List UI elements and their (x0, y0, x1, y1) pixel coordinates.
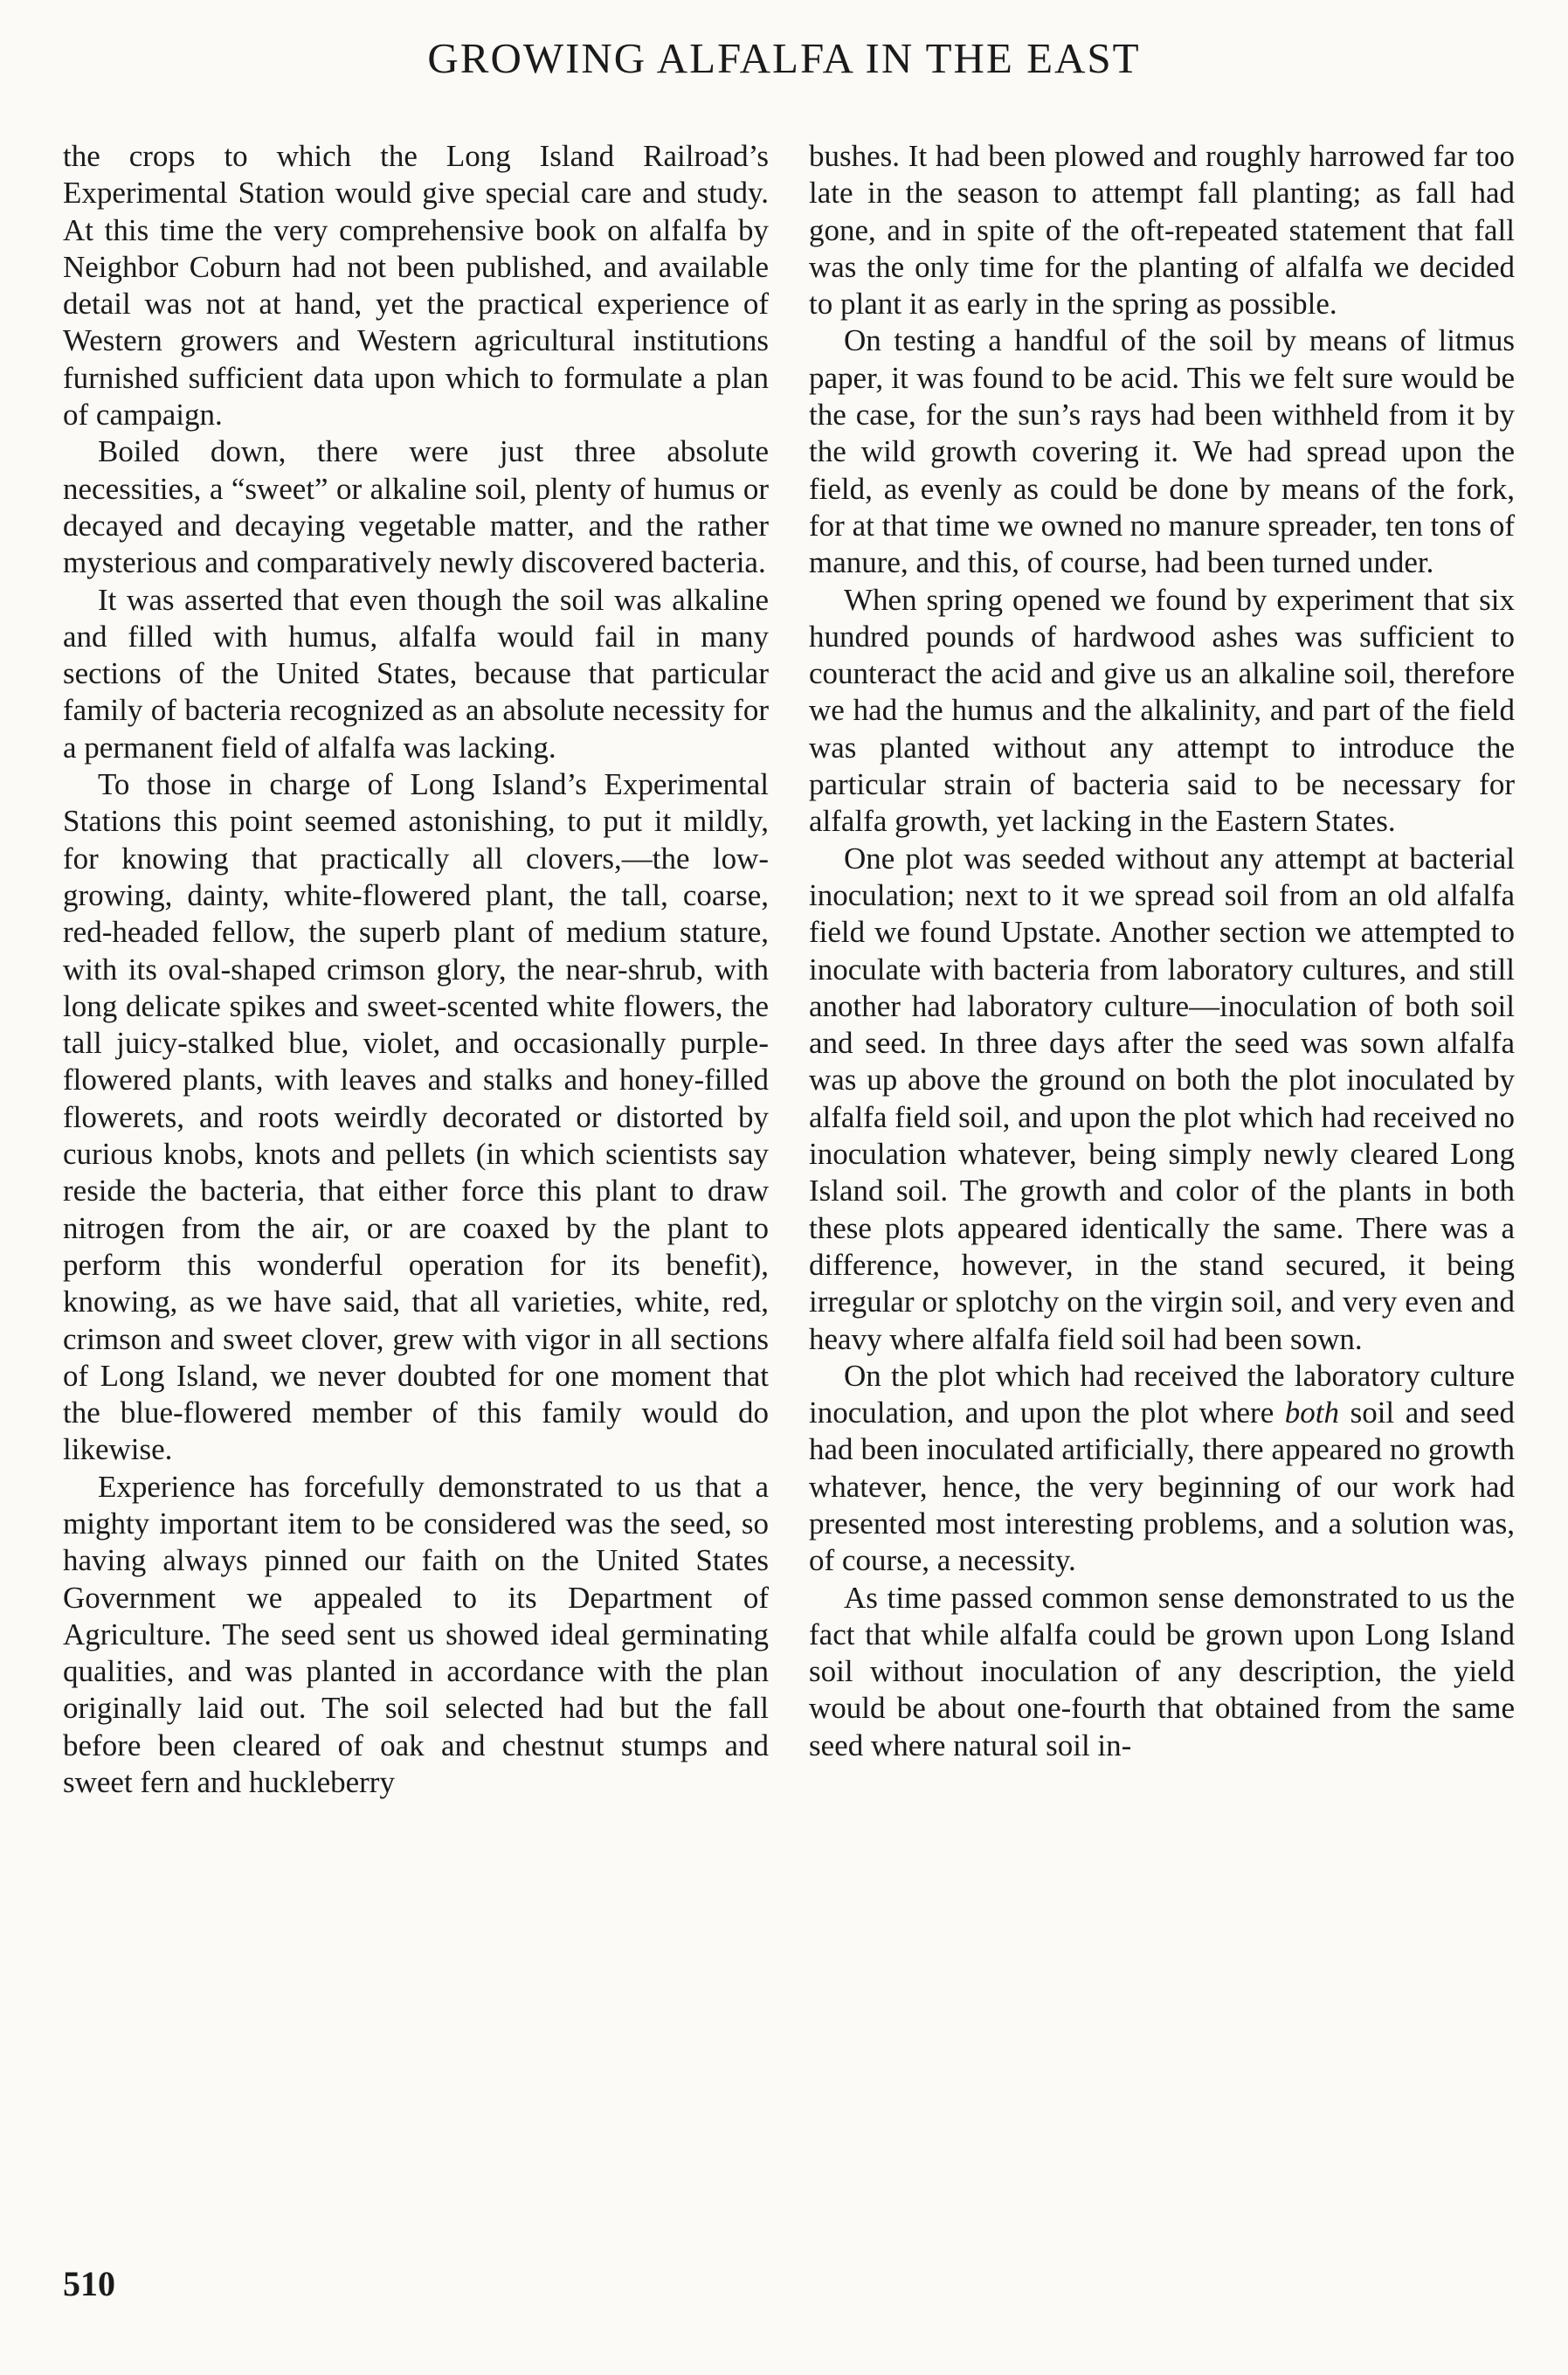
paragraph: To those in charge of Long Island’s Experimental Stations this point seemed astonishing, to put it mildly, for knowing that practically all clovers,—the low-growing, dainty, white-flowered plant, the tall, coarse, red-headed fellow, the superb plant of medium stature, with its oval-shaped crimson glory, the near-shrub, with long delicate spikes and sweet-scented white flowers, the tall juicy-stalked blue, violet, and occasionally purple-flowered plants, with leaves and stalks and honey-filled flowerets, and roots weirdly decorated or distorted by curious knobs, knots and pellets (in which scientists say reside the bacteria, that either force this plant to draw nitrogen from the air, or are coaxed by the plant to perform this wonderful operation for its benefit), knowing, as we have said, that all varieties, white, red, crimson and sweet clover, grew with vigor in all sections of Long Island, we never doubted for one moment that the blue-flowered member of this family would do likewise. (63, 767, 769, 1467)
paragraph: the crops to which the Long Island Railroad’s Experimental Station would give special care and study. At this time the very comprehensive book on alfalfa by Neighbor Coburn had not been published, and available detail was not at hand, yet the practical experience of Western growers and Western agricultural institutions furnished sufficient data upon which to formulate a plan of campaign. (63, 139, 769, 433)
paragraph: Experience has forcefully demonstrated to us that a mighty important item to be considered was the seed, so having always pinned our faith on the United States Government we appealed to its Department of Agriculture. The seed sent us showed ideal germinating qualities, and was planted in accordance with the plan originally laid out. The soil selected had but the fall before been cleared of oak and chestnut stumps and sweet fern and huckleberry (63, 1469, 769, 1800)
paragraph: One plot was seeded without any attempt at bacterial inoculation; next to it we spread soil from an old alfalfa field we found Upstate. Another section we attempted to inoculate with bacteria from laboratory cultures, and still another had laboratory culture—inoculation of both soil and seed. In three days after the seed was sown alfalfa was up above the ground on both the plot inoculated by alfalfa field soil, and upon the plot which had received no inoculation whatever, being simply newly cleared Long Island soil. The growth and color of the plants in both these plots appeared identically the same. There was a difference, however, in the stand secured, it being irregular or splotchy on the virgin soil, and very even and heavy where alfalfa field soil had been sown. (809, 841, 1515, 1356)
paragraph: When spring opened we found by experiment that six hundred pounds of hardwood ashes was sufficient to counteract the acid and give us an alkaline soil, therefore we had the humus and the alkalinity, and part of the field was planted without any attempt to introduce the particular strain of bacteria said to be necessary for alfalfa growth, yet lacking in the Eastern States. (809, 582, 1515, 839)
paragraph: Boiled down, there were just three absolute necessities, a “sweet” or alkaline soil, plenty of humus or decayed and decaying vegetable matter, and the rather mysterious and comparatively newly discovered bacteria. (63, 434, 769, 580)
right-text-column (809, 138, 1515, 1764)
page-title: GROWING ALFALFA IN THE EAST (427, 34, 1141, 82)
paragraph-text: On the plot which had received the laboratory culture inoculation, and upon the plot where (809, 1358, 1515, 1430)
paragraph: bushes. It had been plowed and roughly harrowed far too late in the season to attempt fall planting; as fall had gone, and in spite of the oft-repeated statement that fall was the only time for the planting of alfalfa we decided to plant it as early in the spring as possible. (809, 139, 1515, 322)
paragraph (809, 1358, 1515, 1580)
page-number: 510 (63, 2264, 115, 2303)
emphasized-word: both (1284, 1395, 1340, 1430)
paragraph: On testing a handful of the soil by means of litmus paper, it was found to be acid. This we felt sure would be the case, for the sun’s rays had been withheld from it by the wild growth covering it. We had spread upon the field, as evenly as could be done by means of the fork, for at that time we owned no manure spreader, ten tons of manure, and this, of course, had been turned under. (809, 323, 1515, 580)
paragraph-text: soil and seed had been inoculated artificially, there appeared no growth whatever, hence, the very beginning of our work had presented most interesting problems, and a solution was, of course, a necessity. (809, 1395, 1515, 1578)
left-text-column (63, 138, 769, 1801)
paragraph: It was asserted that even though the soil was alkaline and filled with humus, alfalfa would fail in many sections of the United States, because that particular family of bacteria recognized as an absolute necessity for a permanent field of alfalfa was lacking. (63, 582, 769, 765)
paragraph: As time passed common sense demonstrated to us the fact that while alfalfa could be grown upon Long Island soil without inoculation of any description, the yield would be about one-fourth that obtained from the same seed where natural soil in- (809, 1580, 1515, 1762)
